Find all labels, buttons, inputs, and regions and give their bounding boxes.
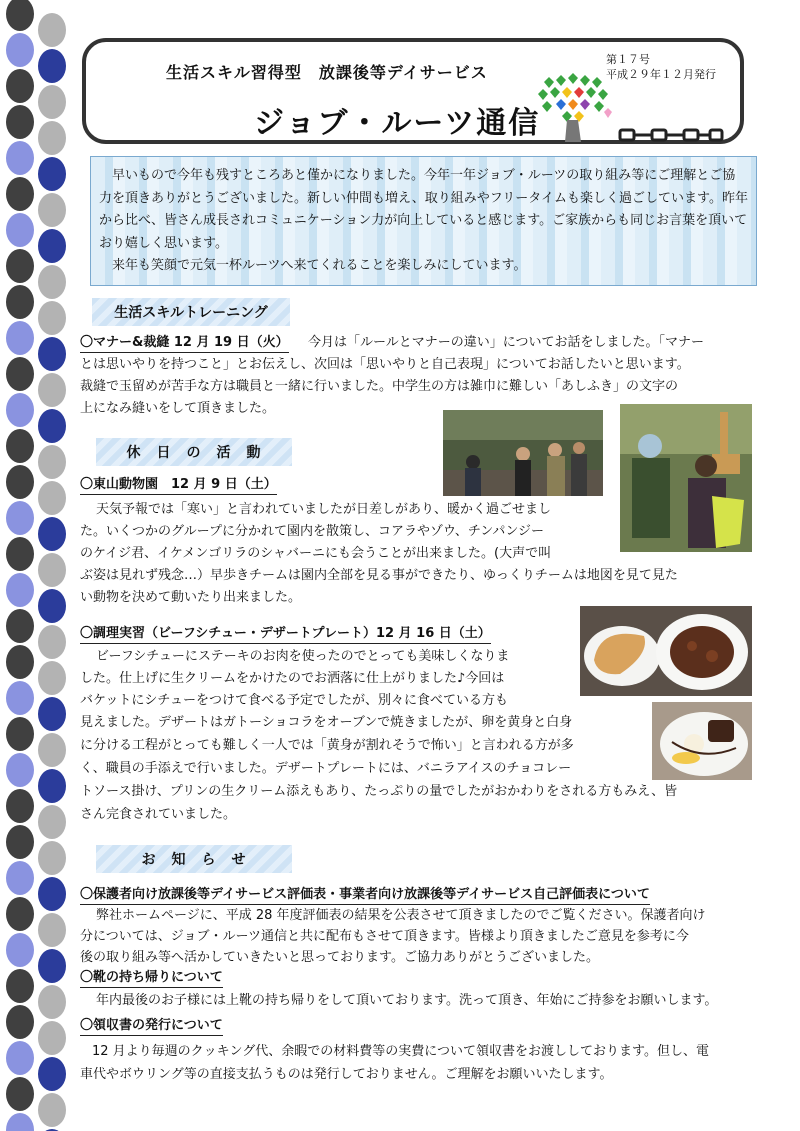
decorative-dot [38,13,66,47]
decorative-dot [38,85,66,119]
decorative-dot [38,1093,66,1127]
evaluation-sheet-heading: 〇保護者向け放課後等デイサービス評価表・事業者向け放課後等デイサービス自己評価表について [80,886,650,905]
decorative-dot [6,825,34,859]
decorative-dot [38,805,66,839]
shoes-text-line: 年内最後のお子様には上靴の持ち帰りをして頂いております。洗って頂き、年始にご持参をお願いします。 [96,993,718,1008]
decorative-dot [6,69,34,103]
decorative-dot [6,789,34,823]
cooking-text-line: さん完食されていました。 [80,807,237,822]
evaluation-text-line: 分については、ジョブ・ルーツ通信と共に配布もさせて頂きます。皆様より頂きましたご意見を参考に今 [80,929,689,944]
dessert-plate-photo [652,702,752,780]
decorative-dot [6,969,34,1003]
decorative-dot [38,409,66,443]
cooking-text-line: バケットにシチューをつけて食べる予定でしたが、別々に食べている方も [80,693,508,708]
decorative-dot [38,337,66,371]
decorative-dot [6,33,34,67]
zoo-giraffe-photo [620,404,752,552]
intro-message-box [90,156,757,286]
decorative-dot [38,265,66,299]
decorative-dot [38,841,66,875]
decorative-dot [6,429,34,463]
decorative-dot [38,877,66,911]
cooking-text-line: に分ける工程がとっても難しく一人では「黄身が割れそうで怖い」と言われる方が多 [80,738,574,753]
decorative-dot [6,861,34,895]
decorative-dot [6,609,34,643]
issue-date: 平成２９年１２月発行 [606,68,716,81]
receipt-text-line: 車代やボウリング等の直接支払うものは発行しておりません。ご理解をお願いいたします。 [80,1067,613,1082]
decorative-dot [38,553,66,587]
newsletter-title: ジョブ・ルーツ通信 [254,106,541,141]
decorative-dot [6,933,34,967]
decorative-dot [6,1005,34,1039]
decorative-dot [6,213,34,247]
cooking-text-line: トソース掛け、プリンの生クリーム添えもあり、たっぷりの量でしたがおかわりをされる方もみえ、皆 [80,784,678,799]
decorative-dot [6,717,34,751]
decorative-dot [6,1077,34,1111]
decorative-dot [6,285,34,319]
zoo-text-line: 天気予報では「寒い」と言われていましたが日差しがあり、暖かく過ごせまし [96,502,552,517]
section-title-life-skills: 生活スキルトレーニング [92,298,290,326]
section-title-holiday: 休 日 の 活 動 [96,438,292,466]
cooking-text-line: 見えました。デザートはガトーショコラをオーブンで焼きましたが、卵を黄身と白身 [80,715,573,730]
decorative-dot [38,121,66,155]
skills-text-line: 上になみ縫いをして頂きました。 [80,401,276,416]
cooking-text-line: した。仕上げに生クリームをかけたのでお洒落に仕上がりました♪今回は [80,671,505,686]
decorative-dot [38,949,66,983]
decorative-dot [6,249,34,283]
decorative-dot [38,157,66,191]
decorative-dot [38,445,66,479]
decorative-dot [6,0,34,31]
decorative-dot [38,661,66,695]
decorative-dot [6,753,34,787]
issue-number: 第１７号 [606,53,650,66]
decorative-dot [38,301,66,335]
header-subtitle: 生活スキル習得型 放課後等デイサービス [166,63,488,82]
decorative-dot [6,897,34,931]
receipt-text-line: 12 月より毎週のクッキング代、余暇での材料費等の実費について領収書をお渡ししております。但し、電 [92,1044,709,1059]
skills-text-line: 裁縫で玉留めが苦手な方は職員と一緒に行いました。中学生の方は雑巾に難しい「あしふき」の文字の [80,379,679,394]
evaluation-text-line: 後の取り組み等へ活かしていきたいと思っております。ご協力ありがとうございました。 [80,950,599,965]
zoo-group-photo [443,410,603,496]
zoo-text-line: い動物を決めて動いたり出来ました。 [80,590,302,605]
section-title-notice: お 知 ら せ [96,845,292,873]
decorative-dot [38,49,66,83]
decorative-dot [38,769,66,803]
decorative-dot [38,913,66,947]
decorative-dot [6,465,34,499]
decorative-dot [38,1057,66,1091]
zoo-text-line: のケイジ君、イケメンゴリラのシャバーニにも会うことが出来ました。(大声で叫 [80,546,552,561]
zoo-text-line: た。いくつかのグループに分かれて園内を散策し、コアラやゾウ、チンパンジー [80,524,545,539]
decorative-dot [6,645,34,679]
decorative-dot [38,1021,66,1055]
decorative-dot [6,393,34,427]
shoes-heading: 〇靴の持ち帰りについて [80,969,223,988]
newsletter-header [82,38,744,144]
heart-tree-logo [534,72,612,144]
decorative-dot-column [0,0,75,1131]
decorative-dot [6,573,34,607]
skills-text-line: とは思いやりを持つこと」とお伝えし、次回は「思いやりと自己表現」についてお話したいと思います。 [80,357,690,372]
zoo-outing-heading: 〇東山動物園 12 月 9 日（土） [80,476,277,495]
decorative-dot [6,501,34,535]
decorative-dot [6,321,34,355]
decorative-dot [38,733,66,767]
issue-info [606,52,716,82]
decorative-dot [6,1113,34,1131]
zoo-text-line: ぶ姿は見れず残念…）早歩きチームは園内全部を見る事ができたり、ゆっくりチームは地図を見て見た [80,568,678,583]
decorative-dot [38,589,66,623]
decorative-dot [6,537,34,571]
decorative-dot [38,697,66,731]
decorative-dot [38,985,66,1019]
header-ornament [616,126,726,144]
evaluation-text-line: 弊社ホームページに、平成 28 年度評価表の結果を公表させて頂きましたのでご覧ください。保護者向け [96,908,706,923]
receipt-heading: 〇領収書の発行について [80,1017,223,1036]
decorative-dot [38,373,66,407]
beef-stew-photo [580,606,752,696]
decorative-dot [38,517,66,551]
manners-sewing-heading: 〇マナー&裁縫 12 月 19 日（火） [80,334,289,353]
cooking-text-line: ビーフシチューにステーキのお肉を使ったのでとっても美味しくなりま [96,649,510,664]
decorative-dot [38,229,66,263]
intro-paragraph: 早いもので今年も残すところあと僅かになりました。今年一年ジョブ・ルーツの取り組み等にご理解とご協力を頂きありがとうございました。新しい仲間も増え、取り組みやフリータイムも楽しく過ごしています。昨年から比べ、皆さん成長されコミュニケーション力が向上していると感じます。ご家族からも同じお言葉を頂いており嬉しく思います。 [99,168,748,251]
decorative-dot [6,357,34,391]
intro-paragraph-closing: 来年も笑顔で元気一杯ルーツへ来てくれることを楽しみにしています。 [112,258,527,273]
decorative-dot [38,193,66,227]
cooking-class-heading: 〇調理実習（ビーフシチュー・デザートプレート）12 月 16 日（土） [80,625,491,644]
decorative-dot [6,105,34,139]
cooking-text-line: く、職員の手添えで行いました。デザートプレートには、バニラアイスのチョコレー [80,761,572,776]
decorative-dot [6,681,34,715]
skills-text-line: 今月は「ルールとマナーの違い」についてお話をしました。「マナー [308,335,704,350]
decorative-dot [6,1041,34,1075]
decorative-dot [6,141,34,175]
decorative-dot [6,177,34,211]
decorative-dot [38,625,66,659]
decorative-dot [38,481,66,515]
